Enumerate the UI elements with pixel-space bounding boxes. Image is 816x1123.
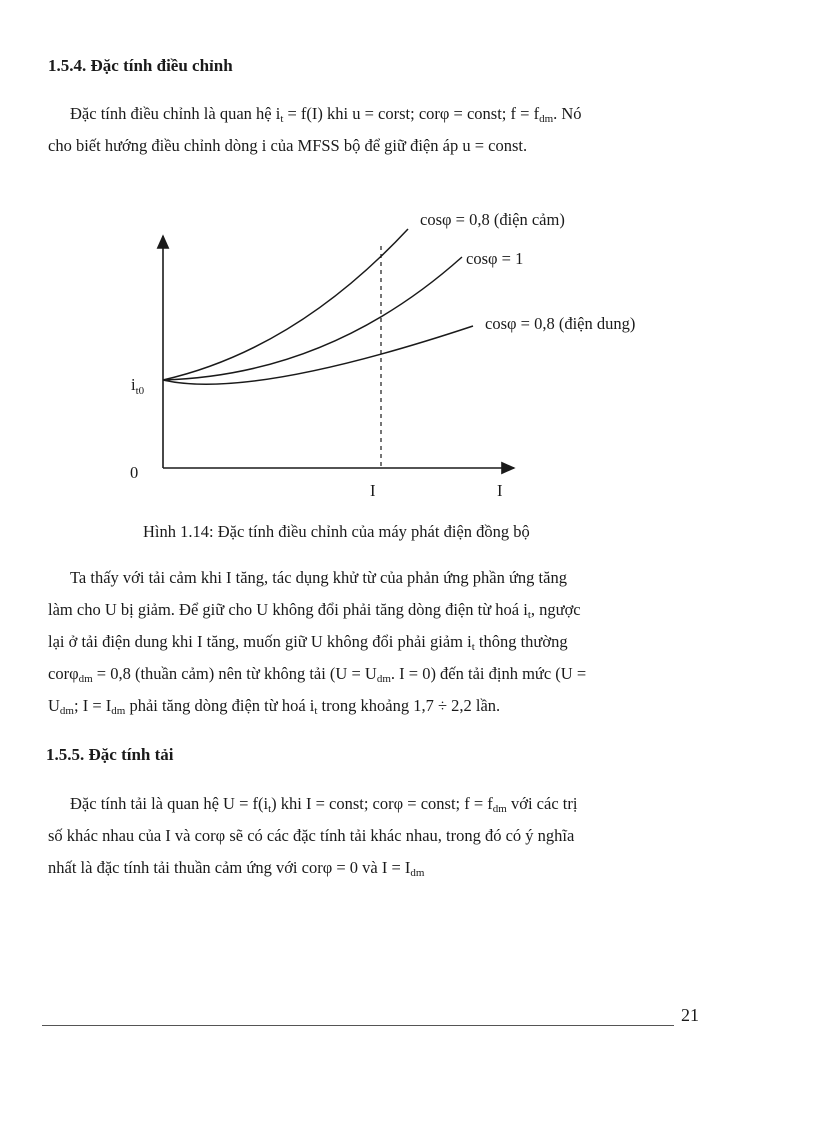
- load-line-2: số khác nhau của I và corφ sẽ có các đặc tính tải khác nhau, trong đó có ý nghĩa: [48, 826, 575, 845]
- figure-caption: Hình 1.14: Đặc tính điều chỉnh của máy phát điện đồng bộ: [143, 522, 530, 541]
- label-unity: cosφ = 1: [466, 249, 524, 268]
- curve-unity: [163, 257, 462, 380]
- section-heading-1-5-5: 1.5.5. Đặc tính tải: [46, 745, 174, 764]
- intro-line-2: cho biết hướng điều chỉnh dòng i của MFSS bộ để giữ điện áp u = const.: [48, 136, 528, 155]
- label-origin: 0: [130, 463, 139, 482]
- label-x-mark: I: [370, 481, 376, 500]
- intro-line-1: Đặc tính điều chỉnh là quan hệ $i_t = f(I)$ khi u = corst; corφ = const; $f = f_{dm}$. Nó: [70, 104, 582, 125]
- load-characteristic-paragraph: [48, 788, 718, 884]
- label-x-axis: I: [497, 481, 503, 500]
- explanation-line-4: corφ$_{dm}$ = 0,8 (thuần cảm) nên từ không tải ($U = U_{dm}$. I = 0) đến tải định mức (U =: [48, 664, 587, 685]
- load-line-1: Đặc tính tải là quan hệ $U = f(i_t)$ khi I = const; corφ = const; $f = f_{dm}$ với các trị: [70, 794, 578, 815]
- explanation-paragraph: [48, 562, 718, 722]
- explanation-line-1: Ta thấy với tải cảm khi I tăng, tác dụng khử từ của phản ứng phần ứng tăng: [70, 568, 567, 587]
- label-y-intercept: $i_{t0}$: [131, 375, 145, 397]
- section-heading-1-5-4: 1.5.4. Đặc tính điều chỉnh: [48, 56, 233, 75]
- label-capacitive: cosφ = 0,8 (điện dung): [485, 314, 636, 333]
- footer-rule: [42, 1025, 674, 1026]
- label-inductive: cosφ = 0,8 (điện cảm): [420, 210, 565, 229]
- intro-paragraph: [48, 98, 718, 162]
- explanation-line-5: $U_{dm}$; $I = I_{dm}$ phải tăng dòng điện từ hoá $i_t$ trong khoảng 1,7 ÷ 2,2 lần.: [48, 696, 501, 717]
- curve-capacitive: [163, 326, 473, 384]
- page-number: 21: [681, 1005, 699, 1025]
- explanation-line-2: làm cho U bị giảm. Để giữ cho U không đổi phải tăng dòng điện từ hoá $i_t$, ngược: [48, 600, 581, 621]
- explanation-line-3: lại ở tải điện dung khi I tăng, muốn giữ U không đổi phải giảm $i_t$ thông thường: [48, 632, 568, 653]
- figure-1-14: [0, 200, 816, 510]
- load-line-3: nhất là đặc tính tải thuần cảm ứng với corφ = 0 và $I = I_{dm}$: [48, 858, 425, 879]
